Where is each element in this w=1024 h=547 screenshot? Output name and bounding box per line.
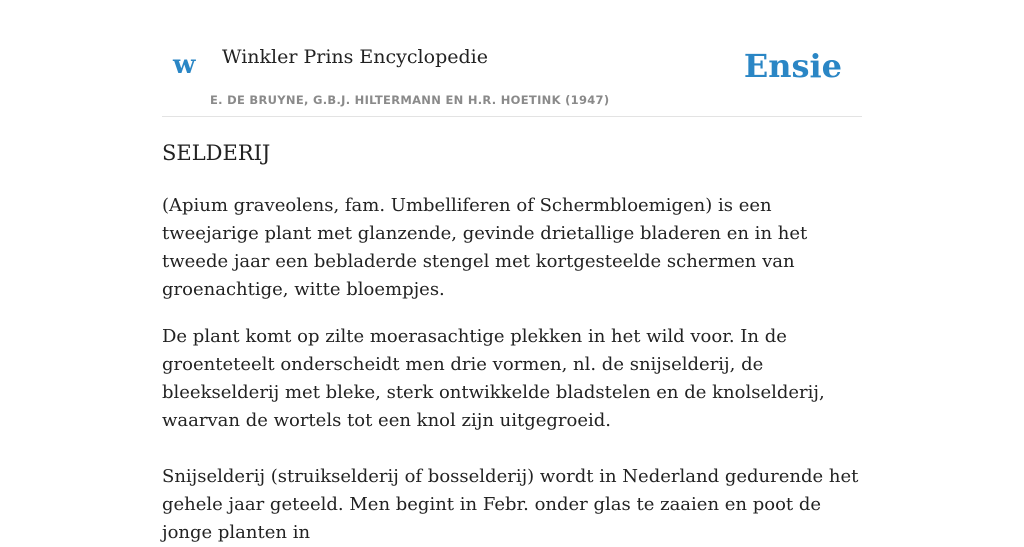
- entry-paragraph: (Apium graveolens, fam. Umbelliferen of Schermbloemigen) is een tweejarige plant met glanzende, gevinde drietallige bladeren en in het tweede jaar een bebladerde stengel met kortgesteelde schermen van groenachtige, witte bloempjes.: [162, 195, 808, 300]
- publication-logo[interactable]: w: [173, 50, 196, 80]
- page-container: [162, 0, 862, 543]
- entry-paragraph: Snijselderij (struikselderij of bosselderij) wordt in Nederland gedurende het gehele jaar geteeld. Men begint in Febr. onder glas te zaaien en poot de jonge planten in: [162, 466, 859, 543]
- entry-title: SELDERIJ: [162, 141, 271, 165]
- publication-authors: E. DE BRUYNE, G.B.J. HILTERMANN EN H.R. HOETINK (1947): [210, 93, 610, 107]
- publication-title[interactable]: Winkler Prins Encyclopedie: [222, 46, 488, 68]
- brand-logo[interactable]: Ensie: [743, 47, 842, 85]
- entry-paragraph: De plant komt op zilte moerasachtige plekken in het wild voor. In de groenteteelt onderscheidt men drie vormen, nl. de snijselderij, de bleekselderij met bleke, sterk ontwikkelde bladstelen en de knolselderij, waarvan de wortels tot een knol zijn uitgegroeid.: [162, 326, 825, 431]
- site-header: [162, 0, 862, 117]
